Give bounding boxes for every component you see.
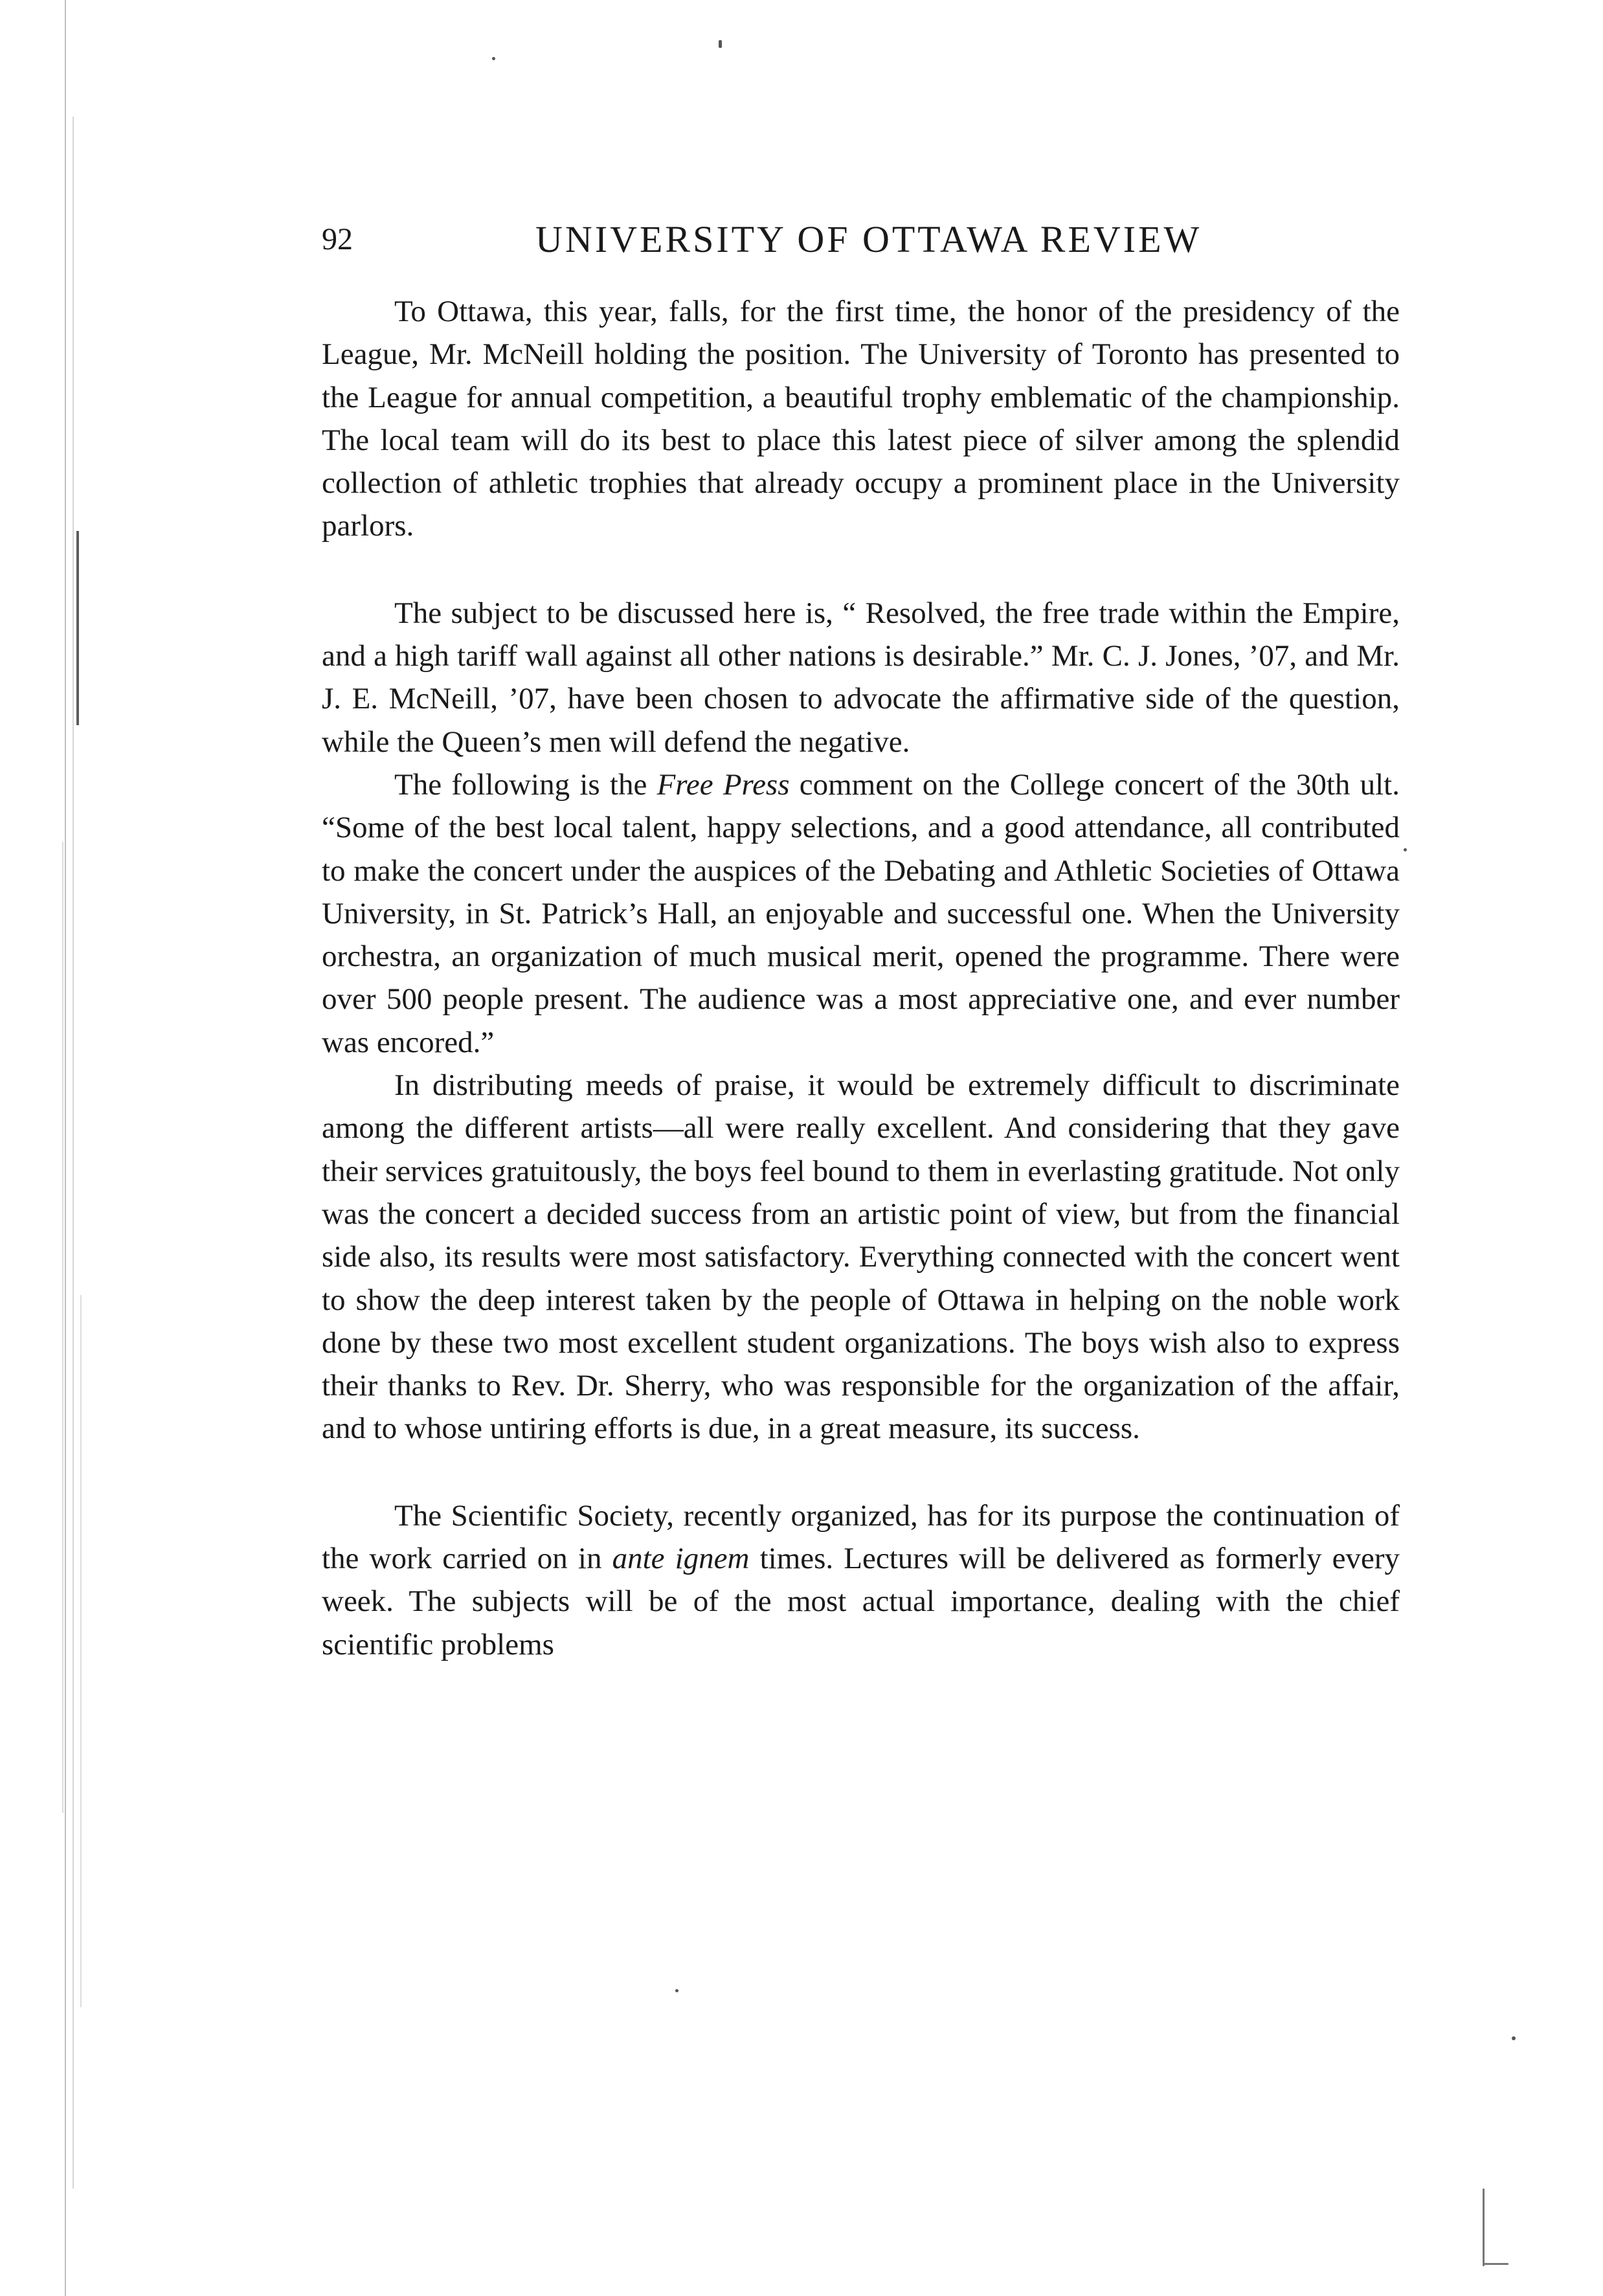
paragraph-text: To Ottawa, this year, falls, for the first time, the honor of the presidency of the League, Mr. McNeill holding the position. The University of Toronto has presented to the League for annual competition, a beautiful trophy emblematic of the championship. The local team will do its best to place this latest piece of silver among the splendid collection of athletic trophies that already occupy a prominent place in the University parlors. [322,295,1400,543]
scan-speck [1404,848,1407,851]
page-number: 92 [322,222,353,256]
scan-speck [1483,2189,1485,2266]
scan-speck [719,40,722,48]
paragraph-text-before: The Scientific Society, recently organized, has for its purpose the continuation of the work carried on in [322,1498,1400,1576]
latin-phrase: ante ignem [612,1542,750,1576]
article-body [322,290,1400,1666]
paragraph-text: In distributing meeds of praise, it would be extremely difficult to discriminate among the different artists—all were really excellent. And considering that they gave their services gratuitously, the boys feel bound to them in everlasting gratitude. Not only was the concert a decided success from an artistic point of view, but from the financial side also, its results were most satisfactory. Everything connected with the concert went to show the deep interest taken by the people of Ottawa in helping on the noble work done by these two most excellent student organizations. The boys wish also to express their thanks to Rev. Dr. Sherry, who was responsible for the organization of the affair, and to whose untiring efforts is due, in a great measure, its success. [322,1068,1400,1446]
running-header [322,214,1409,265]
paragraph-free-press-comment [322,763,1400,1064]
scan-speck [492,57,495,60]
paragraph-text: The subject to be discussed here is, “ Resolved, the free trade within the Empire, and a high tariff wall against all other nations is desirable.” Mr. C. J. Jones, ’07, and Mr. J. E. McNeill, ’07, have been chosen to advocate the affirmative side of the question, while the Queen’s men will defend the negative. [322,596,1400,759]
publication-title: Free Press [656,767,790,802]
paragraph-scientific-society [322,1494,1400,1666]
paragraph-text-before: The following is the [394,767,657,802]
paragraph-debate-subject [322,592,1400,763]
running-title: UNIVERSITY OF OTTAWA REVIEW [535,218,1202,260]
binding-edge-artifact [0,0,97,2296]
paragraph-league-presidency [322,290,1400,548]
scan-speck [1483,2263,1508,2265]
scan-speck [675,1989,678,1992]
paragraph-praise [322,1064,1400,1450]
scan-speck [1512,2036,1516,2040]
paragraph-text-after: times. Lectures will be delivered as formerly every week. The subjects will be of the most actual importance, dealing with the chief scientific problems [322,1542,1400,1661]
paragraph-text-after: comment on the College concert of the 30th ult. “Some of the best local talent, happy selections, and a good attendance, all contributed to make the concert under the auspices of the Debating and Athletic Societies of Ottawa University, in St. Patrick’s Hall, an enjoyable and successful one. When the University orchestra, an organization of much musical merit, opened the programme. There were over 500 people present. The audience was a most appreciative one, and ever number was encored.” [322,767,1400,1059]
